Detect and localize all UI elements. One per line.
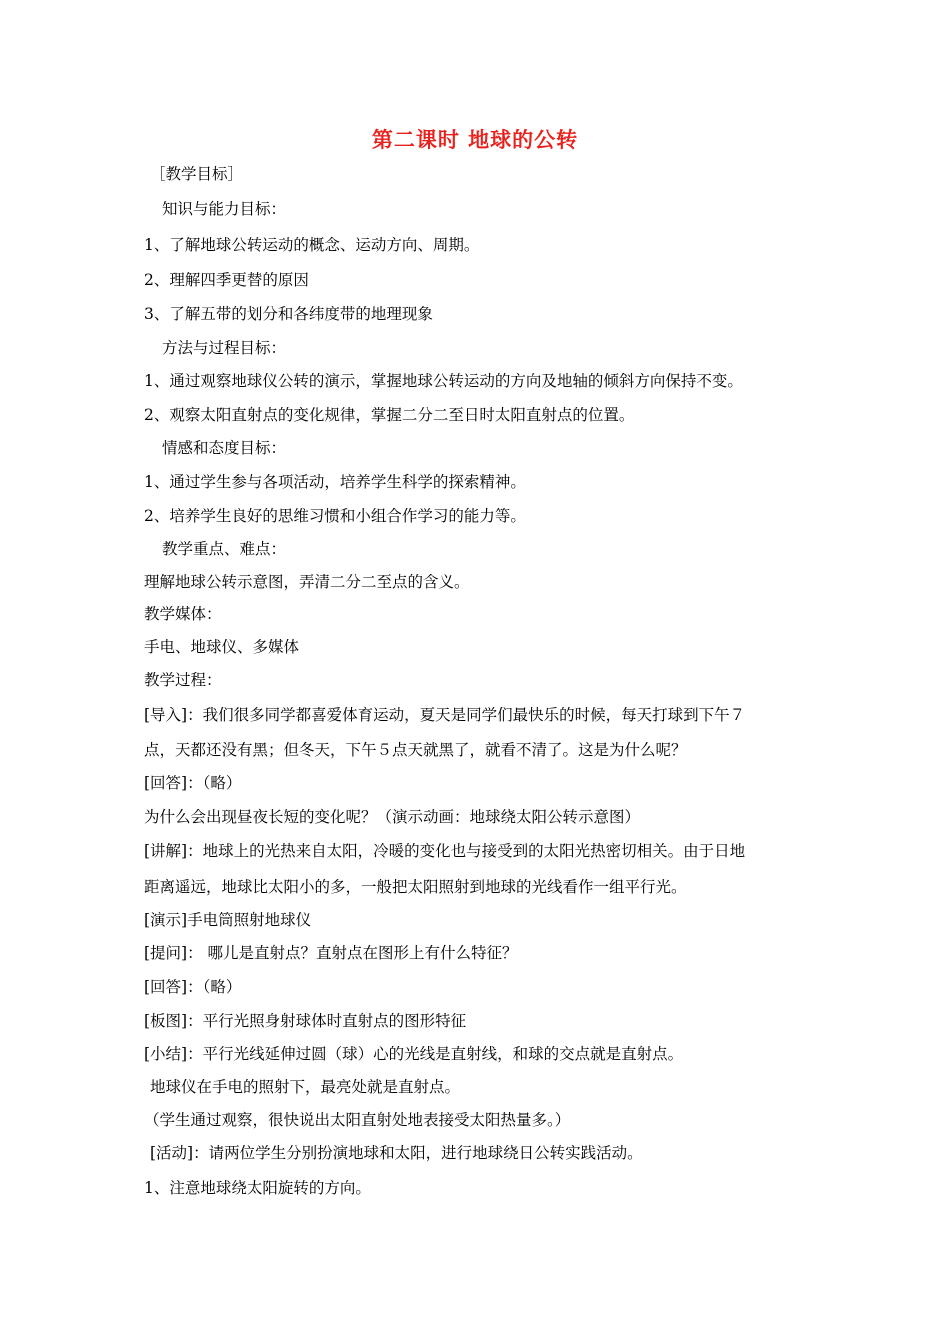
text-line: 手电、地球仪、多媒体 bbox=[144, 638, 300, 656]
text-line: [提问]： 哪儿是直射点？直射点在图形上有什么特征？ bbox=[144, 944, 518, 962]
text-line: 点，天都还没有黑；但冬天，下午５点天就黑了，就看不清了。这是为什么呢？ bbox=[144, 741, 687, 759]
text-line: [板图]：平行光照身射球体时直射点的图形特征 bbox=[144, 1012, 467, 1030]
text-line: [讲解]：地球上的光热来自太阳，冷暖的变化也与接受到的太阳光热密切相关。由于日地 bbox=[144, 842, 746, 860]
text-line: （学生通过观察，很快说出太阳直射处地表接受太阳热量多。） bbox=[144, 1111, 571, 1129]
section-heading-objectives: ［教学目标］ bbox=[150, 165, 244, 183]
text-line: 理解地球公转示意图，弄清二分二至点的含义。 bbox=[144, 573, 470, 591]
text-line: [回答]：（略） bbox=[144, 978, 242, 996]
text-line: [回答]：（略） bbox=[144, 774, 242, 792]
subheading-method: 方法与过程目标： bbox=[162, 339, 287, 357]
text-line: 2、理解四季更替的原因 bbox=[144, 271, 309, 289]
subheading-key-points: 教学重点、难点： bbox=[162, 540, 287, 558]
text-line: 距离遥远，地球比太阳小的多，一般把太阳照射到地球的光线看作一组平行光。 bbox=[144, 878, 687, 896]
text-line: [导入]：我们很多同学都喜爱体育运动，夏天是同学们最快乐的时候，每天打球到下午７ bbox=[144, 706, 746, 724]
text-line: 1、通过学生参与各项活动，培养学生科学的探索精神。 bbox=[144, 473, 526, 491]
text-line: [演示]手电筒照射地球仪 bbox=[144, 911, 312, 929]
text-line: 1、通过观察地球仪公转的演示，掌握地球公转运动的方向及地轴的倾斜方向保持不变。 bbox=[144, 372, 743, 390]
text-line: 为什么会出现昼夜长短的变化呢？（演示动画：地球绕太阳公转示意图） bbox=[144, 808, 641, 826]
subheading-knowledge: 知识与能力目标： bbox=[162, 200, 287, 218]
text-line: 地球仪在手电的照射下，最亮处就是直射点。 bbox=[150, 1078, 461, 1096]
page-title: 第二课时 地球的公转 bbox=[371, 127, 579, 152]
subheading-process: 教学过程： bbox=[144, 671, 222, 689]
text-line: 1、注意地球绕太阳旋转的方向。 bbox=[144, 1179, 371, 1197]
subheading-media: 教学媒体： bbox=[144, 605, 222, 623]
text-line: [活动]：请两位学生分别扮演地球和太阳，进行地球绕日公转实践活动。 bbox=[150, 1144, 643, 1162]
text-line: 2、观察太阳直射点的变化规律，掌握二分二至日时太阳直射点的位置。 bbox=[144, 406, 635, 424]
text-line: [小结]：平行光线延伸过圆（球）心的光线是直射线，和球的交点就是直射点。 bbox=[144, 1045, 684, 1063]
text-line: 1、了解地球公转运动的概念、运动方向、周期。 bbox=[144, 236, 480, 254]
text-line: 2、培养学生良好的思维习惯和小组合作学习的能力等。 bbox=[144, 507, 526, 525]
text-line: 3、了解五带的划分和各纬度带的地理现象 bbox=[144, 305, 433, 323]
subheading-attitude: 情感和态度目标： bbox=[162, 439, 287, 457]
